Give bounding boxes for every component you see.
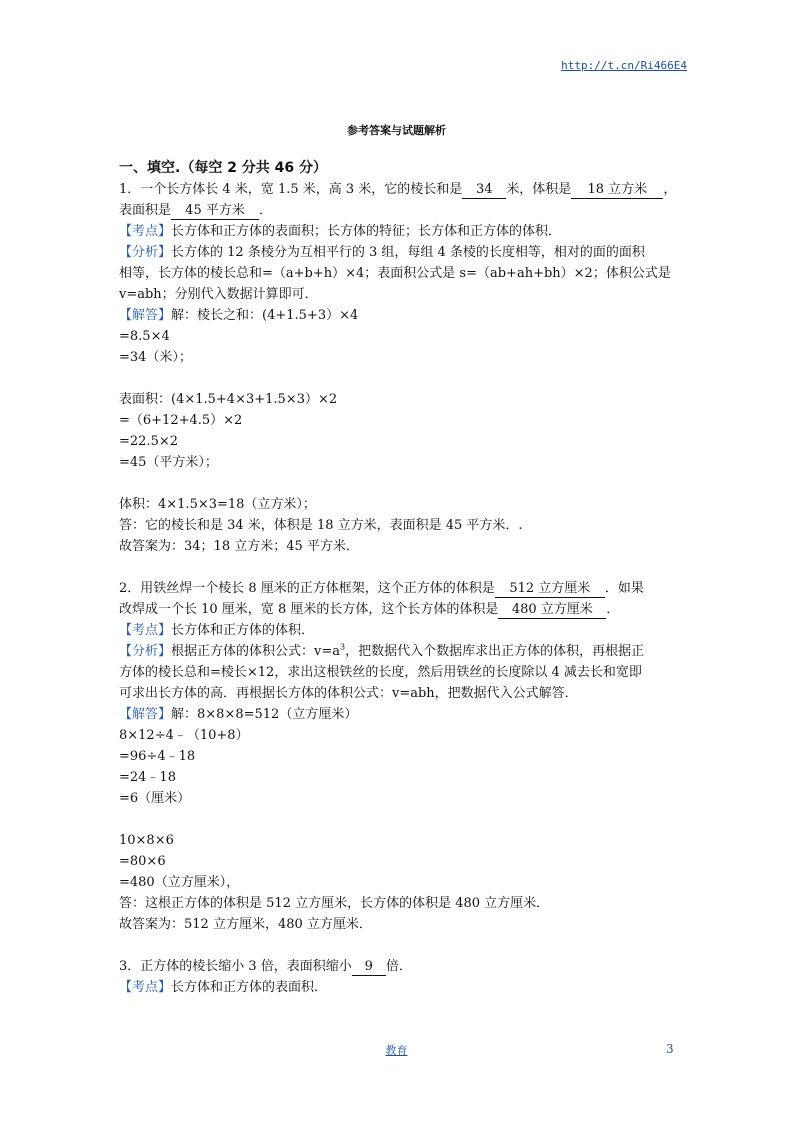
q1-answer-blank: 45 平方米 — [171, 203, 259, 220]
jieda-tag: 【解答】 — [119, 308, 172, 323]
q2-stem-line-2 — [119, 599, 679, 620]
q1-fenxi-line: v=abh；分别代入数据计算即可． — [119, 287, 318, 302]
spacer — [119, 557, 679, 578]
q2-calc-line: =80×6 — [119, 854, 166, 869]
fenxi-tag: 【分析】 — [119, 245, 172, 260]
jieda-text: 解：8×8×8=512（立方厘米） — [171, 707, 358, 722]
q3-text: 倍． — [385, 959, 412, 974]
q2-answer-blank: 512 立方厘米 — [495, 581, 605, 598]
page-number: 3 — [666, 1042, 674, 1056]
kaodian-text: 长方体和正方体的体积． — [171, 623, 315, 638]
q2-calc-line: =24﹣18 — [119, 770, 176, 785]
q2-calc-line: 10×8×6 — [119, 833, 174, 848]
q2-fenxi-line: 方体的棱长总和=棱长×12，求出这根铁丝的长度，然后用铁丝的长度除以 4 减去长和宽即 — [119, 665, 642, 680]
q1-stem-line-2 — [119, 200, 679, 221]
q1-calc-line: 体积：4×1.5×3=18（立方米）； — [119, 497, 316, 512]
spacer — [119, 473, 679, 494]
kaodian-tag: 【考点】 — [119, 224, 172, 239]
q1-text: ． — [259, 203, 273, 218]
q1-answer-blank: 34 — [462, 182, 506, 199]
q1-text: 1．一个长方体长 4 米，宽 1.5 米，高 3 米，它的棱长和是 — [119, 182, 463, 197]
q1-final-answer: 故答案为：34；18 立方米；45 平方米． — [119, 539, 359, 554]
fenxi-text: 长方体的 12 条棱分为互相平行的 3 组，每组 4 条棱的长度相等，相对的面的面积 — [171, 245, 645, 260]
q1-fenxi-line: 相等，长方体的棱长总和=（a+b+h）×4；表面积公式是 s=（ab+ah+bh）×2；体积公式是 — [119, 266, 671, 281]
kaodian-tag: 【考点】 — [119, 980, 172, 995]
spacer — [119, 935, 679, 956]
q2-text: ．如果 — [604, 581, 644, 596]
q2-text: ． — [606, 602, 620, 617]
q1-calc-line: =45（平方米）； — [119, 455, 218, 470]
fenxi-text: 根据正方体的体积公式：v=a — [171, 644, 341, 659]
kaodian-text: 长方体和正方体的表面积；长方体的特征；长方体和正方体的体积． — [171, 224, 562, 239]
q1-text: 表面积是 — [119, 203, 172, 218]
spacer — [119, 368, 679, 389]
q2-text: 改焊成一个长 10 厘米，宽 8 厘米的长方体，这个长方体的体积是 — [119, 602, 499, 617]
exponent: 3 — [340, 642, 346, 652]
q1-answer-blank: 18 立方米 — [571, 182, 663, 199]
q1-jieda-line — [119, 305, 679, 326]
q2-answer-blank: 480 立方厘米 — [498, 602, 606, 619]
q3-kaodian — [119, 977, 679, 998]
q1-kaodian — [119, 221, 679, 242]
q1-text: ， — [663, 182, 677, 197]
q1-answer-line: 答：它的棱长和是 34 米，体积是 18 立方米，表面积是 45 平方米．. — [119, 518, 523, 533]
q2-text: 2．用铁丝焊一个棱长 8 厘米的正方体框架，这个正方体的体积是 — [119, 581, 495, 596]
q2-stem-line-1 — [119, 578, 679, 599]
q2-calc-line: =480（立方厘米）， — [119, 875, 240, 890]
jieda-text: 解：棱长之和：(4+1.5+3）×4 — [171, 308, 359, 323]
q2-fenxi-line — [119, 641, 679, 662]
footer-link[interactable]: 教育 — [385, 1044, 408, 1057]
q1-text: 米，体积是 — [506, 182, 572, 197]
q2-calc-line: =6（厘米） — [119, 791, 191, 806]
q2-calc-line: =96÷4﹣18 — [119, 749, 196, 764]
kaodian-tag: 【考点】 — [119, 623, 172, 638]
q2-answer-line: 答：这根正方体的体积是 512 立方厘米，长方体的体积是 480 立方厘米． — [119, 896, 550, 911]
document-body — [119, 158, 679, 998]
q1-calc-line: =34（米）； — [119, 350, 192, 365]
q1-fenxi-line — [119, 242, 679, 263]
q2-fenxi-line: 可求出长方体的高．再根据长方体的体积公式：v=abh，把数据代入公式解答． — [119, 686, 578, 701]
fenxi-tag: 【分析】 — [119, 644, 172, 659]
q3-answer-blank: 9 — [352, 959, 386, 976]
q1-calc-line: =（6+12+4.5）×2 — [119, 413, 243, 428]
q3-text: 3．正方体的棱长缩小 3 倍，表面积缩小 — [119, 959, 352, 974]
header-url-link[interactable]: http://t.cn/Ri466E4 — [561, 59, 687, 72]
page-title: 参考答案与试题解析 — [347, 124, 446, 137]
q1-calc-line: 表面积：(4×1.5+4×3+1.5×3）×2 — [119, 392, 338, 407]
q2-calc-line: 8×12÷4﹣（10+8） — [119, 728, 249, 743]
section-heading: 一、填空.（每空 2 分共 46 分） — [119, 160, 328, 176]
kaodian-text: 长方体和正方体的表面积． — [171, 980, 328, 995]
q2-final-answer: 故答案为：512 立方厘米，480 立方厘米． — [119, 917, 372, 932]
jieda-tag: 【解答】 — [119, 707, 172, 722]
q2-kaodian — [119, 620, 679, 641]
q1-calc-line: =22.5×2 — [119, 434, 179, 449]
spacer — [119, 809, 679, 830]
q1-calc-line: =8.5×4 — [119, 329, 170, 344]
q2-jieda-line — [119, 704, 679, 725]
fenxi-text: ，把数据代入个数据库求出正方体的体积，再根据正 — [345, 644, 645, 659]
q3-stem-line-1 — [119, 956, 679, 977]
q1-stem-line-1 — [119, 179, 679, 200]
